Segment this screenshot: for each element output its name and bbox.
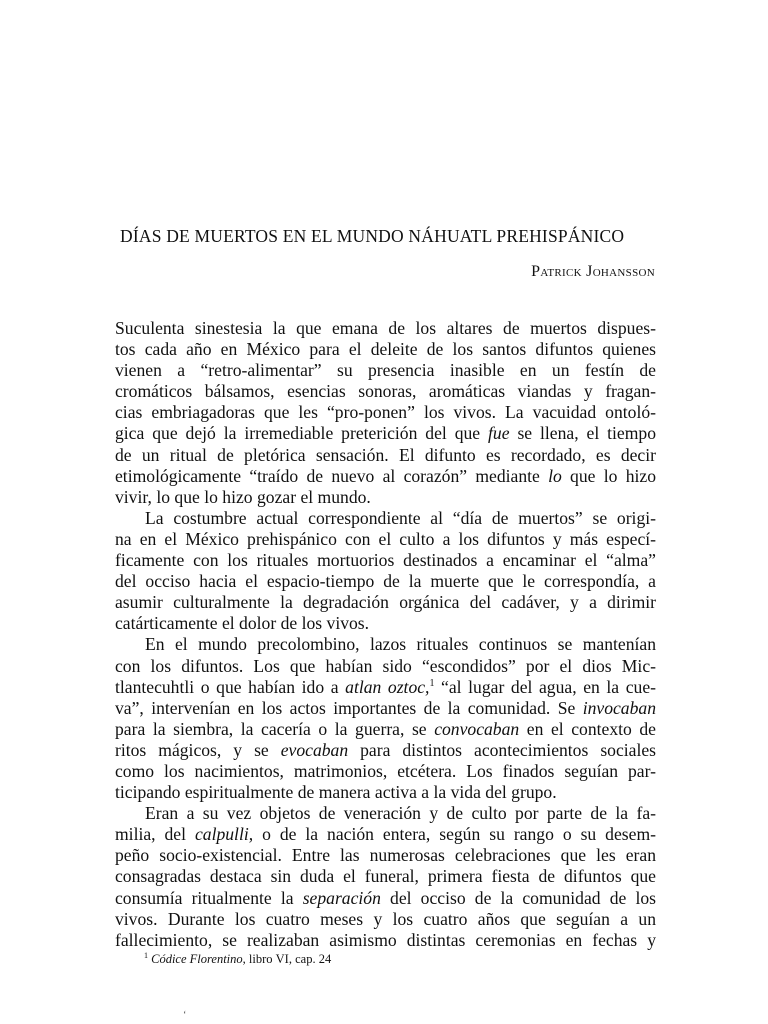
- article-body: [115, 318, 656, 951]
- footnote-text-a: , libro: [242, 952, 276, 966]
- footnote-marker: 1: [144, 950, 148, 960]
- paragraph-4: [115, 803, 656, 951]
- italic-term: atlan oztoc,: [345, 676, 430, 697]
- text-line: asumir culturalmente la degradación orgánica del cadáver, y a dirimir: [115, 592, 656, 613]
- text-line: ticipando espiritualmente de manera activa a la vida del grupo.: [115, 782, 557, 803]
- footnote: [144, 952, 331, 967]
- text-line: con los difuntos. Los que habían sido “escondidos” por el dios Mic-: [115, 655, 656, 676]
- text-line: consagradas destaca sin duda el funeral, primera fiesta de difuntos que: [115, 866, 656, 887]
- text-line: ritos mágicos, y se evocaban para distintos acontecimientos sociales: [115, 739, 657, 760]
- italic-term: fue: [488, 423, 510, 444]
- text-line: del occiso hacia el espacio-tiempo de la muerte que le correspondía, a: [115, 571, 656, 592]
- text-line: catárticamente el dolor de los vivos.: [115, 613, 370, 634]
- text-line: peño socio-existencial. Entre las numerosas celebraciones que les eran: [115, 845, 656, 866]
- text-line: La costumbre actual correspondiente al “día de muertos” se origi-: [145, 507, 656, 528]
- text-line: cromáticos bálsamos, esencias sonoras, aromáticas viandas y fragan-: [115, 381, 656, 402]
- text-line: ficamente con los rituales mortuorios destinados a encaminar el “alma”: [115, 550, 656, 571]
- footnote-work: Códice Florentino: [151, 952, 243, 966]
- text-line: va”, intervenían en los actos importantes de la comunidad. Se invocaban: [115, 697, 656, 718]
- text-line: para la siembra, la cacería o la guerra, se convocaban en el contexto de: [115, 718, 656, 739]
- footnote-reference: 1: [429, 677, 435, 689]
- italic-term: convocaban: [434, 718, 520, 739]
- paragraph-1: [115, 318, 656, 508]
- italic-term: separación: [302, 887, 381, 908]
- text-line: de un ritual de pletórica sensación. El difunto es recordado, es decir: [115, 444, 656, 465]
- text-line: milia, del calpulli, o de la nación entera, según su rango o su desem-: [115, 824, 656, 845]
- text-line: Eran a su vez objetos de veneración y de culto por parte de la fa-: [145, 803, 656, 824]
- footnote-volume: VI: [275, 952, 289, 966]
- text-line: tos cada año en México para el deleite de los santos difuntos quienes: [115, 339, 656, 360]
- italic-term: lo: [548, 465, 562, 486]
- text-line: na en el México prehispánico con el culto a los difuntos y más especí-: [115, 528, 656, 549]
- text-line: consumía ritualmente la separación del occiso de la comunidad de los: [115, 887, 656, 908]
- text-line: gica que dejó la irremediable preterición del que fue se llena, el tiempo: [115, 423, 657, 444]
- text-line: etimológicamente “traído de nuevo al corazón” mediante lo que lo hizo: [115, 465, 656, 486]
- paragraph-3: [115, 634, 656, 803]
- text-line: Suculenta sinestesia la que emana de los altares de muertos dispues-: [115, 318, 656, 338]
- scan-mark: ‘: [183, 1010, 187, 1021]
- text-line: En el mundo precolombino, lazos rituales continuos se mantenían: [145, 634, 656, 655]
- paragraph-2: [115, 508, 656, 635]
- text-line: vivir, lo que lo hizo gozar el mundo.: [115, 486, 371, 507]
- italic-term: calpulli,: [194, 824, 254, 845]
- text-line: vivos. Durante los cuatro meses y los cuatro años que seguían a un: [115, 908, 656, 929]
- italic-term: invocaban: [582, 697, 656, 718]
- italic-term: evocaban: [280, 739, 349, 760]
- text-line: cias embriagadoras que les “pro-ponen” los vivos. La vacuidad ontoló-: [115, 402, 656, 423]
- text-line: fallecimiento, se realizaban asimismo distintas ceremonias en fechas y: [115, 929, 656, 950]
- text-line: como los nacimientos, matrimonios, etcétera. Los finados seguían par-: [115, 760, 656, 781]
- footnote-text-b: , cap. 24: [288, 952, 332, 966]
- text-line: tlantecuhtli o que habían ido a atlan oztoc,$^1$ “al lugar del agua, en la cue-: [115, 676, 656, 697]
- text-line: vienen a “retro-alimentar” su presencia inasible en un festín de: [115, 360, 656, 381]
- author-name: Patrick Johansson: [531, 263, 655, 280]
- article-title: DÍAS DE MUERTOS EN EL MUNDO NÁHUATL PREHISPÁNICO: [120, 226, 625, 246]
